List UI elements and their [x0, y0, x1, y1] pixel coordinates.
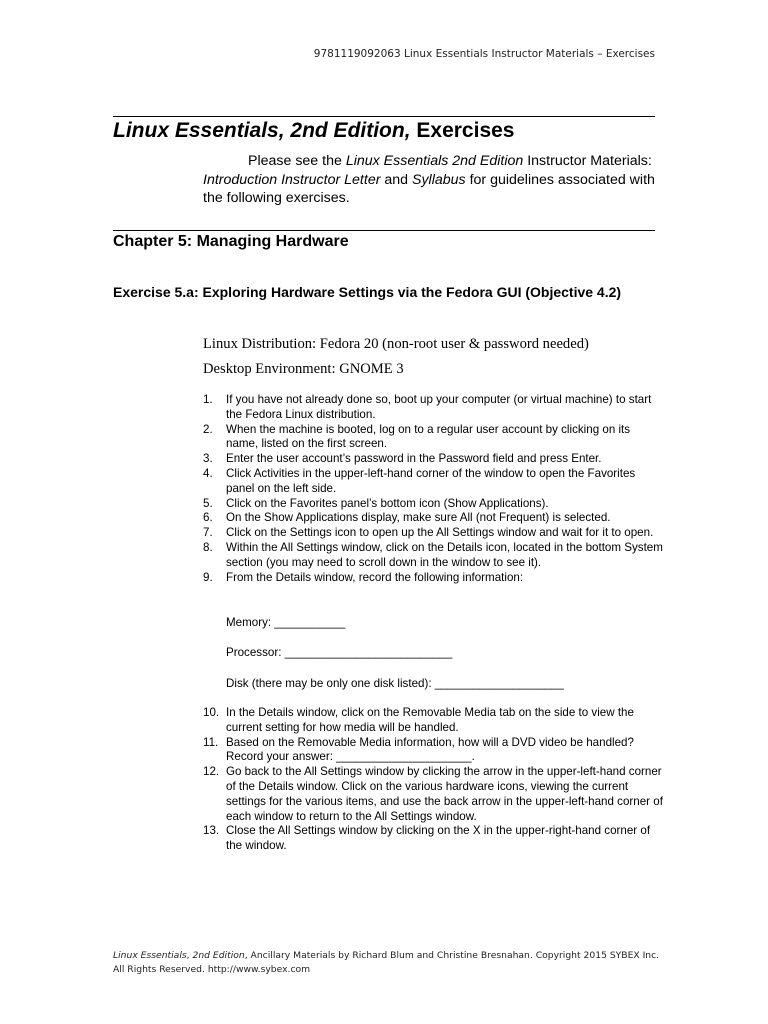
step-text: When the machine is booted, log on to a regular user account by clicking on its name, listed on the first screen.: [226, 422, 631, 451]
step-text: Click on the Favorites panel’s bottom icon (Show Applications).: [226, 496, 549, 510]
step-text: Enter the user account’s password in the Password field and press Enter.: [226, 452, 602, 466]
list-item: [203, 526, 663, 541]
exercise-steps-list: [203, 393, 663, 585]
intro-book-title: Linux Essentials 2nd Edition: [345, 153, 524, 169]
memory-record-field: Memory: ___________: [226, 616, 346, 629]
step-text: Click Activities in the upper-left-hand corner of the window to open the Favorites panel on the left side.: [226, 466, 636, 495]
chapter-title: Chapter 5: Managing Hardware: [113, 233, 349, 250]
footer-rights-line: All Rights Reserved. http://www.sybex.com: [113, 964, 311, 975]
step-text: From the Details window, record the following information:: [226, 570, 524, 584]
list-item: [203, 765, 663, 824]
list-item: [203, 467, 663, 497]
step-number: 7.: [203, 526, 213, 540]
step-text: Close the All Settings window by clicking on the X in the upper-right-hand corner of the window.: [226, 824, 651, 853]
desktop-environment-line: Desktop Environment: GNOME 3: [203, 361, 404, 377]
footer-copyright-line: [113, 949, 673, 963]
processor-record-field: Processor: __________________________: [226, 646, 453, 659]
list-item: [203, 541, 663, 571]
list-item: [203, 423, 663, 453]
step-number: 2.: [203, 422, 213, 436]
step-number: 10.: [203, 706, 220, 719]
footer-separator: ,: [186, 950, 193, 961]
step-text: Based on the Removable Media information, how will a DVD video be handled? Record your answer: _____________________.: [226, 735, 634, 764]
title-italic: Linux Essentials, 2nd Edition,: [113, 119, 411, 142]
chapter-top-rule: [113, 230, 655, 231]
list-item: [203, 511, 663, 526]
disk-record-field: Disk (there may be only one disk listed): ____________________: [226, 677, 564, 690]
step-text: In the Details window, click on the Removable Media tab on the side to view the current setting for how media will be handled.: [226, 706, 634, 734]
list-item: [203, 452, 663, 467]
exercise-steps-list-continued: [203, 706, 663, 854]
intro-text-3: and: [380, 171, 412, 188]
list-item: [203, 497, 663, 512]
intro-text-2: Instructor Materials:: [523, 153, 652, 169]
footer-edition: 2nd Edition: [192, 950, 245, 961]
step-number: 6.: [203, 511, 213, 525]
list-item: [203, 824, 663, 854]
list-item: [203, 571, 663, 586]
footer-book-title: Linux Essentials: [113, 950, 187, 961]
step-text: If you have not already done so, boot up your computer (or virtual machine) to start the Fedora Linux distribution.: [226, 393, 652, 421]
list-item: [203, 393, 663, 423]
step-number: 12.: [203, 765, 220, 779]
title-rest: Exercises: [410, 119, 515, 142]
footer-copyright-text: , Ancillary Materials by Richard Blum and Christine Bresnahan. Copyright 2015 SYBEX Inc.: [244, 950, 660, 961]
step-number: 13.: [203, 824, 220, 838]
step-number: 9.: [203, 570, 213, 584]
intro-paragraph: [203, 152, 655, 208]
step-text: Click on the Settings icon to open up the All Settings window and wait for it to open.: [226, 526, 654, 540]
list-item: [203, 706, 663, 736]
step-number: 8.: [203, 540, 213, 554]
step-number: 4.: [203, 466, 213, 480]
linux-distribution-line: Linux Distribution: Fedora 20 (non-root user & password needed): [203, 336, 589, 352]
step-text: Go back to the All Settings window by clicking the arrow in the upper-left-hand corner of the Details window. Click on the various hardware icons, viewing the current settings for the various items, and use the back arrow in the upper-left-hand corner of each window to return to the All Settings window.: [226, 765, 663, 823]
intro-text-1: Please see the: [248, 153, 346, 169]
step-text: Within the All Settings window, click on the Details icon, located in the bottom System section (you may need to scroll down in the window to see it).: [226, 540, 663, 569]
intro-syllabus-title: Syllabus: [412, 171, 466, 188]
step-number: 11.: [203, 735, 219, 749]
step-text: On the Show Applications display, make sure All (not Frequent) is selected.: [226, 511, 611, 525]
running-header: 9781119092063 Linux Essentials Instructor Materials – Exercises: [313, 48, 655, 60]
step-number: 3.: [203, 452, 213, 466]
page-footer: [113, 949, 673, 977]
step-number: 1.: [203, 393, 213, 406]
list-item: [203, 736, 663, 766]
title-top-rule: [113, 116, 655, 117]
step-number: 5.: [203, 496, 213, 510]
intro-letter-title: Introduction Instructor Letter: [203, 171, 381, 188]
exercise-title: Exercise 5.a: Exploring Hardware Settings via the Fedora GUI (Objective 4.2): [113, 284, 622, 300]
document-title: [113, 119, 515, 143]
intro-text-4: for guidelines associated with the following exercises.: [203, 171, 655, 207]
